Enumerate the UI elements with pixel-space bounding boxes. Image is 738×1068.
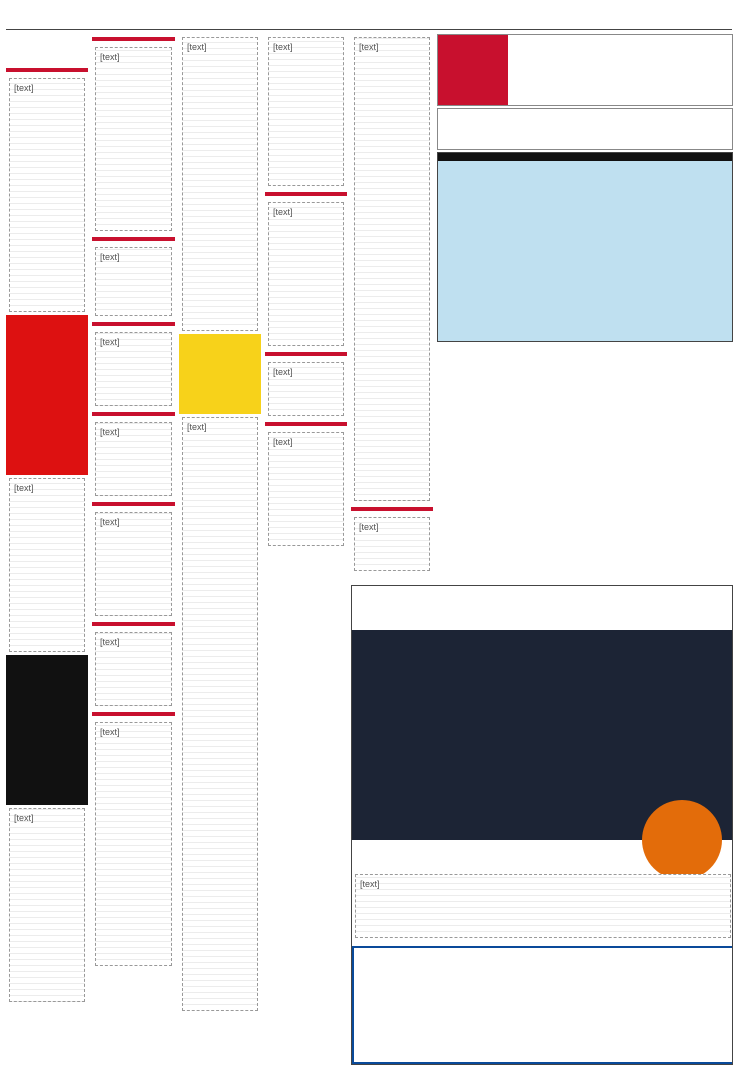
section-lessen xyxy=(265,352,347,356)
classified-text: [text] xyxy=(265,199,347,349)
classified-text: [text] xyxy=(265,34,347,189)
column-4 xyxy=(265,34,347,579)
classified-text: [text] xyxy=(351,34,433,504)
section-te-koop-2 xyxy=(92,37,175,41)
rstorg-ad[interactable] xyxy=(179,334,261,414)
classified-text: [text] xyxy=(179,34,261,334)
reformatorisch-dagblad-ad[interactable] xyxy=(351,585,733,1065)
column-2 xyxy=(92,34,175,1064)
section-te-huur xyxy=(92,502,175,506)
section-muziek xyxy=(92,322,175,326)
page-header xyxy=(6,0,732,30)
section-diversen xyxy=(351,507,433,511)
classified-text: [text] xyxy=(92,44,175,234)
column-5 xyxy=(351,34,433,579)
classified-text: [text] xyxy=(92,509,175,619)
classified-text: [text] xyxy=(265,359,347,419)
cadeau-ad[interactable] xyxy=(437,108,733,150)
section-zangers xyxy=(92,412,175,416)
office-photo xyxy=(352,630,733,840)
classified-text: [text] xyxy=(179,414,261,1014)
hervormd-centrum-ad[interactable] xyxy=(437,34,733,106)
classified-text: [text] xyxy=(6,75,88,315)
stoffenmarkt-ad xyxy=(6,315,88,475)
section-gevraagd xyxy=(92,237,175,241)
classified-text: [text] xyxy=(265,429,347,549)
ad-body: [text] xyxy=(352,871,733,941)
subscription-coupon[interactable] xyxy=(352,946,733,1064)
classified-text: [text] xyxy=(92,329,175,409)
classified-text: [text] xyxy=(351,514,433,574)
column-4b xyxy=(265,580,347,1068)
column-1 xyxy=(6,34,88,1064)
koor-samenzangavond-ad[interactable] xyxy=(437,152,733,342)
classified-text: [text] xyxy=(92,629,175,709)
section-vakantie xyxy=(265,422,347,426)
section-correspondentie xyxy=(265,192,347,196)
price-badge xyxy=(642,800,722,880)
section-personeel xyxy=(92,712,175,716)
column-3 xyxy=(179,34,261,1064)
classified-text: [text] xyxy=(6,805,88,1005)
classified-text: [text] xyxy=(92,719,175,969)
calvijn-kalender-ad xyxy=(6,655,88,805)
classified-text: [text] xyxy=(92,419,175,499)
section-te-huur-gevraagd xyxy=(92,622,175,626)
classified-text: [text] xyxy=(6,475,88,655)
classified-text: [text] xyxy=(92,244,175,319)
section-te-koop xyxy=(6,68,88,72)
